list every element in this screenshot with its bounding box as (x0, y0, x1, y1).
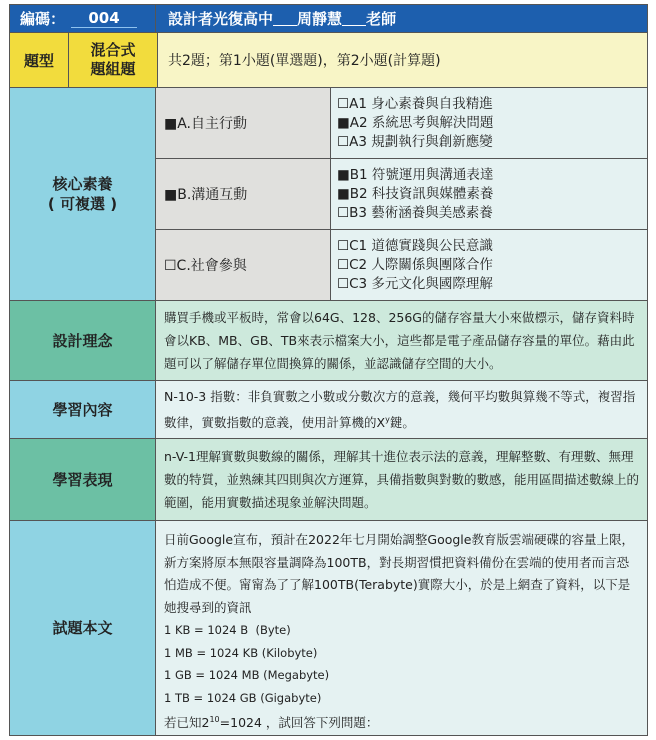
learning-performance-label: 學習表現 (10, 439, 156, 520)
design-concept-label: 設計理念 (10, 301, 156, 380)
core-label-line2: ( 可複選 ) (47, 195, 118, 213)
category-c-checkbox[interactable]: ☐C.社會參與 (156, 230, 331, 300)
item-a3-checkbox[interactable]: ☐A3 規劃執行與創新應變 (337, 133, 493, 150)
core-label-line1: 核心素養 (52, 175, 113, 193)
learning-content-text (156, 381, 647, 438)
school-name: 光復 (213, 10, 244, 28)
learning-performance-paragraph: n-V-1理解實數與數線的關係，理解其十進位表示法的意義，理解整數、有理數、無理數的特質，並熟練其四則與次方運算，具備指數與對數的數感，能用區間描述數線上的範圍，能用實數描述現象並解決問題。 (164, 449, 640, 510)
question-type-line2: 題組題 (90, 60, 136, 78)
core-competency-label (10, 88, 156, 300)
question-text-row (10, 521, 647, 735)
question-text-label: 試題本文 (10, 521, 156, 735)
question-type-row (10, 33, 647, 88)
conversion-kb: 1 KB = 1024 B (Byte) (164, 623, 291, 637)
given-pre: 若已知2 (164, 715, 210, 731)
item-b3-checkbox[interactable]: ☐B3 藝術涵養與美感素養 (337, 204, 493, 221)
category-a-checkbox[interactable]: ■A.自主行動 (156, 88, 331, 158)
category-c-items (331, 230, 647, 300)
question-text-body (156, 521, 647, 735)
item-b1-checkbox[interactable]: ■B1 符號運用與溝通表達 (337, 166, 494, 183)
item-c1-checkbox[interactable]: ☐C1 道德實踐與公民意識 (337, 237, 493, 254)
code-value: 004 (71, 9, 137, 28)
design-concept-text (156, 301, 647, 380)
design-concept-paragraph: 購買手機或平板時，常會以64G、128、256G的儲存容量大小來做標示，儲存資料時會以KB、MB、GB、TB來表示檔案大小，這些都是電子產品儲存容量的單位。藉由此題可以了解儲存單位間換算的關係，並認識儲存空間的大小。 (164, 310, 635, 371)
lesson-design-sheet (9, 4, 648, 736)
design-concept-row (10, 301, 647, 381)
question-type-description: 共2題；第1小題(單選題)，第2小題(計算題) (158, 33, 647, 87)
category-b-items (331, 159, 647, 229)
item-a2-checkbox[interactable]: ■A2 系統思考與解決問題 (337, 114, 494, 131)
learning-content-paragraph (164, 385, 639, 434)
conversion-mb: 1 MB = 1024 KB (Kilobyte) (164, 645, 318, 660)
category-c (156, 230, 647, 300)
blank-line (342, 11, 366, 26)
given-post: =1024 ，試回答下列問題： (219, 715, 379, 731)
conversion-tb: 1 TB = 1024 GB (Gigabyte) (164, 690, 322, 705)
designer-label: 設計者 (168, 10, 214, 28)
category-a-items (331, 88, 647, 158)
category-b-checkbox[interactable]: ■B.溝通互動 (156, 159, 331, 229)
learning-content-label: 學習內容 (10, 381, 156, 438)
learning-performance-text (156, 439, 647, 520)
header-row (10, 5, 647, 33)
item-a1-checkbox[interactable]: ☐A1 身心素養與自我精進 (337, 95, 493, 112)
superscript-10: 10 (209, 715, 220, 724)
category-a (156, 88, 647, 159)
category-b (156, 159, 647, 230)
core-competency-categories (156, 88, 647, 300)
given-statement (164, 709, 639, 735)
question-type-line1: 混合式 (90, 41, 136, 59)
code-cell (10, 5, 156, 32)
learning-content-row (10, 381, 647, 439)
learning-performance-row (10, 439, 647, 521)
learning-content-main: N-10-3 指數：非負實數之小數或分數次方的意義，幾何平均數與算幾不等式，複習指數律，實數指數的意義，使用計算機的X (164, 388, 636, 431)
conversion-gb: 1 GB = 1024 MB (Megabyte) (164, 668, 330, 682)
code-label: 編碼： (20, 10, 66, 28)
blank-line (273, 11, 297, 26)
question-type-label: 題型 (10, 33, 69, 87)
teacher-title: 老師 (366, 10, 397, 28)
item-c3-checkbox[interactable]: ☐C3 多元文化與國際理解 (337, 275, 493, 292)
teacher-name: 周靜慧 (297, 10, 343, 28)
item-c2-checkbox[interactable]: ☐C2 人際關係與團隊合作 (337, 256, 493, 273)
designer-cell (156, 5, 396, 32)
question-paragraph: 日前Google宣布，預計在2022年七月開始調整Google教育版雲端硬碟的容量上限，新方案將原本無限容量調降為100TB，對長期習慣把資料備份在雲端的使用者而言恐怕造成不便。甯甯為了了解100TB(Terabyte)實際大小，於是上網查了資料，以下是她搜尋到的資訊 (164, 532, 634, 615)
question-type-value (69, 33, 158, 87)
superscript-y: y (385, 414, 390, 424)
core-competency-row (10, 88, 647, 301)
item-b2-checkbox[interactable]: ■B2 科技資訊與媒體素養 (337, 185, 494, 202)
learning-content-end: 鍵。 (389, 415, 415, 431)
school-level: 高中 (243, 10, 274, 28)
